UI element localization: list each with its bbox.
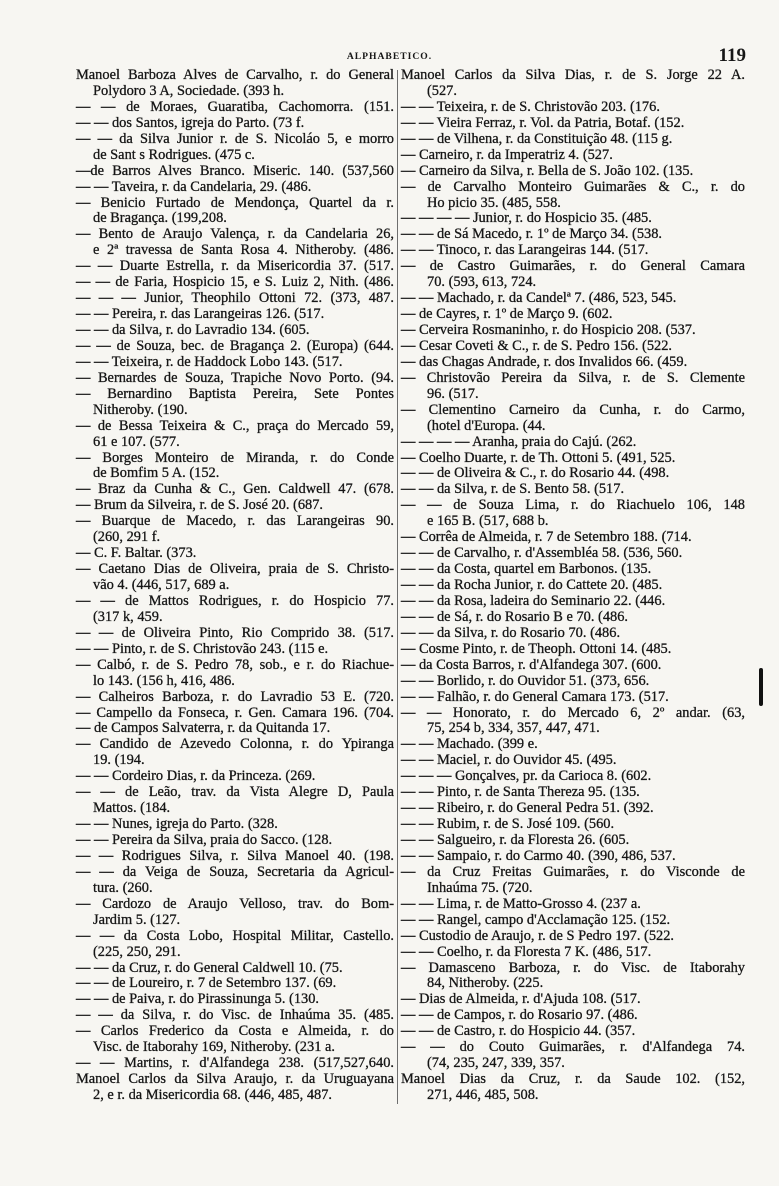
directory-entry <box>76 116 394 132</box>
entry-continuation-line: (225, 250, 291. <box>93 943 181 960</box>
directory-entry <box>401 243 745 259</box>
entry-line: —de Barros Alves Branco. Miseric. 140. (537,560 <box>76 162 394 179</box>
directory-entry <box>76 992 394 1008</box>
directory-entry <box>76 897 394 929</box>
entry-line: — da Costa Barros, r. d'Alfandega 307. (600. <box>401 656 662 673</box>
directory-entry <box>401 1024 745 1040</box>
directory-entry <box>401 594 745 610</box>
directory-entry <box>76 706 394 722</box>
directory-entry <box>401 753 745 769</box>
entry-line: — — Coelho, r. da Floresta 7 K. (486, 517. <box>401 943 652 960</box>
entry-line: — Campello da Fonseca, r. Gen. Camara 196. (704. <box>76 704 394 721</box>
entry-line: — — Pereira da Silva, praia do Sacco. (128. <box>76 832 333 848</box>
directory-entry <box>401 658 745 674</box>
entry-continuation-line: (74, 235, 247, 339, 357. <box>427 1055 565 1072</box>
entry-line: — de Bessa Teixeira & C., praça do Mercado 59, <box>76 417 394 434</box>
entry-continuation-line: 271, 446, 485, 508. <box>427 1087 539 1103</box>
entry-line: — — da Silva Junior r. de S. Nicoláo 5, e morro <box>76 130 394 147</box>
directory-entry <box>401 642 745 658</box>
entry-continuation-line: Visc. de Itaborahy 169, Nitheroby. (231 a. <box>93 1039 335 1056</box>
directory-entry <box>401 1072 745 1104</box>
entry-line: — — de Souza, bec. de Bragança 2. (Europa) (644. <box>76 337 394 354</box>
directory-entry <box>401 211 745 227</box>
directory-entry <box>401 865 745 897</box>
directory-entry <box>401 451 745 467</box>
directory-entry <box>401 180 745 212</box>
entry-continuation-line: vão 4. (446, 517, 689 a. <box>93 577 230 593</box>
directory-entry <box>76 514 394 546</box>
entry-line: — — do Couto Guimarães, r. d'Alfandega 74. <box>401 1039 745 1056</box>
entry-line: — — de Souza Lima, r. do Riachuelo 106, 148 <box>401 497 745 514</box>
entry-line: — — — — Aranha, praia do Cajú. (262. <box>401 433 637 450</box>
directory-entry <box>401 100 745 116</box>
entry-continuation-line: de Sant s Rodrigues. (475 c. <box>93 146 255 163</box>
column-divider <box>397 70 398 1104</box>
entry-continuation-line: (527. <box>427 82 457 99</box>
entry-line: — — de Mattos Rodrigues, r. do Hospicio 77. <box>76 592 394 609</box>
entry-line: — — Tinoco, r. das Larangeiras 144. (517. <box>401 242 649 259</box>
entry-line: — — da Silva, r. do Rosario 70. (486. <box>401 624 621 641</box>
entry-continuation-line: 61 e 107. (577. <box>93 433 180 450</box>
entry-line: — Cesar Coveti & C., r. de S. Pedro 156. (522. <box>401 337 673 354</box>
entry-line: — — da Veiga de Souza, Secretaria da Agricul- <box>76 863 394 880</box>
directory-entry <box>76 451 394 483</box>
entry-continuation-line: 75, 254 b, 334, 357, 447, 471. <box>427 720 600 737</box>
entry-continuation-line: (260, 291 f. <box>93 529 161 546</box>
directory-entry <box>76 68 394 100</box>
directory-entry <box>401 801 745 817</box>
directory-entry <box>401 833 745 849</box>
entry-continuation-line: lo 143. (156 h, 416, 486. <box>93 672 235 689</box>
running-title: ALPHABETICO. <box>346 51 433 62</box>
entry-line: — — Pereira, r. das Larangeiras 126. (517. <box>76 306 325 323</box>
directory-entry <box>401 992 745 1008</box>
directory-entry <box>76 180 394 196</box>
entry-line: — Benicio Furtado de Mendonça, Quartel da r. <box>76 194 394 211</box>
directory-entry <box>401 562 745 578</box>
entry-line: — Cosme Pinto, r. de Theoph. Ottoni 14. (485. <box>401 640 672 657</box>
entry-line: — — de Oliveira & C., r. do Rosario 44. (498. <box>401 465 670 482</box>
entry-line: — — da Silva, r. do Visc. de Inhaúma 35. (485. <box>76 1007 394 1024</box>
entry-line: — Brum da Silveira, r. de S. José 20. (687. <box>76 497 324 514</box>
directory-entry <box>401 227 745 243</box>
entry-line: — Custodio de Araujo, r. de S Pedro 197. (522. <box>401 927 675 944</box>
directory-entry <box>76 164 394 180</box>
directory-entry <box>401 1040 745 1072</box>
directory-entry <box>76 737 394 769</box>
directory-entry <box>401 690 745 706</box>
entry-line: — — de Sá, r. do Rosario B e 70. (486. <box>401 608 629 625</box>
directory-entry <box>76 307 394 323</box>
entry-line: — Coelho Duarte, r. de Th. Ottoni 5. (491, 525. <box>401 449 676 466</box>
directory-entry <box>401 371 745 403</box>
directory-entry <box>401 259 745 291</box>
entry-line: — — Borlido, r. do Ouvidor 51. (373, 656. <box>401 672 650 689</box>
entry-continuation-line: 2, e r. da Misericordia 68. (446, 485, 487. <box>93 1087 332 1103</box>
entry-line: — — Pinto, r. de Santa Thereza 95. (135. <box>401 784 640 801</box>
directory-entry <box>401 116 745 132</box>
entry-line: — Calheiros Barboza, r. do Lavradio 53 E. (720. <box>76 688 394 705</box>
entry-continuation-line: tura. (260. <box>93 879 153 896</box>
entry-line: — — Rangel, campo d'Acclamação 125. (152. <box>401 911 671 928</box>
entry-line: — — de Sá Macedo, r. 1º de Março 34. (538. <box>401 226 663 243</box>
directory-entry <box>76 1072 394 1104</box>
entry-continuation-line: Inhaúma 75. (720. <box>427 879 533 896</box>
entry-line: — Corrêa de Almeida, r. 7 de Setembro 188. (714. <box>401 529 692 546</box>
directory-entry <box>401 769 745 785</box>
directory-entry <box>401 961 745 993</box>
entry-continuation-line: (317 k, 459. <box>93 608 163 625</box>
directory-entry <box>76 642 394 658</box>
directory-entry <box>401 68 745 100</box>
entry-line: — — Martins, r. d'Alfandega 238. (517,527,640. <box>76 1055 394 1072</box>
entry-line: — — de Faria, Hospicio 15, e S. Luiz 2, Nith. (486. <box>76 274 394 291</box>
directory-entry <box>401 626 745 642</box>
directory-entry <box>401 498 745 530</box>
entry-line: — Dias de Almeida, r. d'Ajuda 108. (517. <box>401 991 641 1008</box>
directory-entry <box>401 785 745 801</box>
entry-line: — — de Castro, r. do Hospicio 44. (357. <box>401 1023 636 1040</box>
entry-line: — — Rodrigues Silva, r. Silva Manoel 40. (198. <box>76 847 394 864</box>
entry-line: — — de Moraes, Guaratiba, Cachomorra. (151. <box>76 98 394 115</box>
directory-entry <box>401 897 745 913</box>
directory-entry <box>76 833 394 849</box>
directory-entry <box>76 626 394 642</box>
entry-line: — — de Paiva, r. do Pirassinunga 5. (130. <box>76 991 320 1008</box>
directory-entry <box>401 578 745 594</box>
entry-line: — — Salgueiro, r. da Floresta 26. (605. <box>401 832 630 848</box>
entry-continuation-line: Polydoro 3 A, Sociedade. (393 h. <box>93 82 285 99</box>
entry-continuation-line: 96. (517. <box>427 385 479 402</box>
entry-line: — — Machado, r. da Candelª 7. (486, 523, 545. <box>401 290 677 307</box>
entry-line: — Braz da Cunha & C., Gen. Caldwell 47. (678. <box>76 481 394 498</box>
entry-line: — — de Campos, r. do Rosario 97. (486. <box>401 1007 638 1024</box>
directory-entry <box>401 403 745 435</box>
directory-entry <box>401 546 745 562</box>
directory-entry <box>76 690 394 706</box>
entry-line: — — de Loureiro, r. 7 de Setembro 137. (69. <box>76 975 337 992</box>
entry-line: — — Maciel, r. do Ouvidor 45. (495. <box>401 752 617 769</box>
entry-line: — — Cordeiro Dias, r. da Princeza. (269. <box>76 768 316 785</box>
entry-line: — — Honorato, r. do Mercado 6, 2º andar. (63, <box>401 704 745 721</box>
entry-line: — Buarque de Macedo, r. das Larangeiras 90. <box>76 513 394 530</box>
entry-line: — Carlos Frederico da Costa e Almeida, r. do <box>76 1023 394 1040</box>
directory-entry <box>401 1008 745 1024</box>
page-number: 119 <box>718 45 746 66</box>
entry-line: — — — Junior, Theophilo Ottoni 72. (373, 487. <box>76 290 394 307</box>
entry-line: — Bernardino Baptista Pereira, Sete Pontes <box>76 385 394 402</box>
directory-entry <box>76 849 394 865</box>
directory-entry <box>401 164 745 180</box>
entry-line: — Damasceno Barboza, r. do Visc. de Itaborahy <box>401 959 745 976</box>
entry-continuation-line: Nitheroby. (190. <box>93 401 188 418</box>
entry-line: Manoel Barboza Alves de Carvalho, r. do General <box>76 67 394 83</box>
entry-line: — — da Cruz, r. do General Caldwell 10. (75. <box>76 959 343 976</box>
directory-entry <box>76 594 394 626</box>
directory-entry <box>401 817 745 833</box>
entry-line: — Cerveira Rosmaninho, r. do Hospicio 208. (537. <box>401 322 696 338</box>
directory-entry <box>76 291 394 307</box>
entry-line: — Bernardes de Souza, Trapiche Novo Porto. (94. <box>76 369 394 386</box>
directory-entry <box>76 785 394 817</box>
entry-line: — — Taveira, r. da Candelaria, 29. (486. <box>76 178 312 195</box>
entry-line: — — Duarte Estrella, r. da Misericordia 37. (517. <box>76 258 394 275</box>
directory-entry <box>401 929 745 945</box>
entry-line: — Borges Monteiro de Miranda, r. do Conde <box>76 449 394 466</box>
entry-line: — — Pinto, r. de S. Christovão 243. (115 e. <box>76 640 329 657</box>
directory-entry <box>401 148 745 164</box>
entry-line: — — da Rocha Junior, r. do Cattete 20. (485. <box>401 577 663 593</box>
entry-line: — — da Silva, r. de S. Bento 58. (517. <box>401 481 625 498</box>
directory-entry <box>76 259 394 275</box>
entry-line: — — Rubim, r. de S. José 109. (560. <box>401 816 615 833</box>
directory-entry <box>76 132 394 164</box>
directory-entry <box>76 721 394 737</box>
entry-line: — — Falhão, r. do General Camara 173. (517. <box>401 688 669 705</box>
directory-entry <box>76 498 394 514</box>
entry-line: — — da Costa, quartel em Barbonos. (135. <box>401 561 652 578</box>
directory-entry <box>401 307 745 323</box>
directory-entry <box>401 435 745 451</box>
directory-entry <box>76 658 394 690</box>
entry-line: — — de Vilhena, r. da Constituição 48. (115 g. <box>401 130 673 147</box>
entry-line: Manoel Dias da Cruz, r. da Saude 102. (152, <box>401 1071 745 1088</box>
directory-entry <box>401 913 745 929</box>
directory-entry <box>76 387 394 419</box>
directory-entry <box>76 817 394 833</box>
entry-continuation-line: 70. (593, 613, 724. <box>427 274 537 291</box>
directory-entry <box>76 227 394 259</box>
directory-entry <box>76 339 394 355</box>
entry-line: — Bento de Araujo Valença, r. da Candelaria 26, <box>76 226 394 243</box>
entry-continuation-line: de Bragança. (199,208. <box>93 210 227 227</box>
entry-line: — — — — Junior, r. do Hospicio 35. (485. <box>401 210 652 227</box>
entry-line: — de Carvalho Monteiro Guimarães & C., r. do <box>401 178 745 195</box>
entry-line: — Carneiro da Silva, r. Bella de S. João 102. (135. <box>401 162 694 179</box>
directory-entry <box>76 865 394 897</box>
entry-line: — — Vieira Ferraz, r. Vol. da Patria, Botaf. (152. <box>401 114 685 131</box>
entry-line: — de Cayres, r. 1º de Março 9. (602. <box>401 306 613 323</box>
entry-line: — — de Carvalho, r. d'Assembléa 58. (536, 560. <box>401 545 683 562</box>
directory-entry <box>76 196 394 228</box>
entry-line: — Candido de Azevedo Colonna, r. do Ypiranga <box>76 736 394 753</box>
entry-line: — das Chagas Andrade, r. dos Invalidos 66. (459. <box>401 353 688 370</box>
entry-line: — de Campos Salvaterra, r. da Quitanda 17. <box>76 720 331 737</box>
directory-entry <box>76 1008 394 1024</box>
directory-entry <box>76 100 394 116</box>
scan-artifact-mark <box>759 668 763 706</box>
directory-entry <box>76 1024 394 1056</box>
entry-line: — — de Oliveira Pinto, Rio Comprido 38. (517. <box>76 624 394 641</box>
entry-line: — — Teixeira, r. de S. Christovão 203. (176. <box>401 98 660 115</box>
entry-line: — da Cruz Freitas Guimarães, r. do Visconde de <box>401 863 745 880</box>
entry-line: — — Ribeiro, r. do General Pedra 51. (392. <box>401 800 654 817</box>
directory-entry <box>401 737 745 753</box>
directory-entry <box>401 674 745 690</box>
directory-entry <box>401 291 745 307</box>
directory-entry <box>401 355 745 371</box>
directory-entry <box>76 275 394 291</box>
entry-line: — Christovão Pereira da Silva, r. de S. Clemente <box>401 369 745 386</box>
entry-line: Manoel Carlos da Silva Araujo, r. da Uruguayana <box>76 1071 394 1088</box>
directory-entry <box>401 323 745 339</box>
entry-line: — — de Leão, trav. da Vista Alegre D, Paula <box>76 784 394 801</box>
directory-entry <box>401 339 745 355</box>
right-column <box>401 68 745 1104</box>
directory-entry <box>76 929 394 961</box>
directory-entry <box>76 371 394 387</box>
entry-line: — de Castro Guimarães, r. do General Camara <box>401 258 745 275</box>
entry-continuation-line: de Bomfim 5 A. (152. <box>93 465 220 482</box>
entry-continuation-line: Ho picio 35. (485, 558. <box>427 194 561 211</box>
entry-line: — Carneiro, r. da Imperatriz 4. (527. <box>401 146 613 163</box>
entry-line: — — — Gonçalves, pr. da Carioca 8. (602. <box>401 768 652 785</box>
directory-entry <box>76 419 394 451</box>
entry-line: — — Nunes, igreja do Parto. (328. <box>76 816 278 833</box>
entry-line: — Clementino Carneiro da Cunha, r. do Carmo, <box>401 401 745 418</box>
entry-line: — Cardozo de Araujo Velloso, trav. do Bom- <box>76 895 394 912</box>
directory-entry <box>401 945 745 961</box>
directory-entry <box>76 562 394 594</box>
directory-entry <box>76 961 394 977</box>
directory-entry <box>401 482 745 498</box>
directory-entry <box>76 976 394 992</box>
entry-line: — — da Silva, r. do Lavradio 134. (605. <box>76 322 310 338</box>
entry-line: — — da Rosa, ladeira do Seminario 22. (446. <box>401 592 666 609</box>
entry-line: — — Teixeira, r. de Haddock Lobo 143. (517. <box>76 353 343 370</box>
directory-entry <box>401 610 745 626</box>
directory-entry <box>401 849 745 865</box>
left-column <box>76 68 394 1104</box>
entry-continuation-line: e 165 B. (517, 688 b. <box>427 513 549 530</box>
entry-continuation-line: 84, Nitheroby. (225. <box>427 975 544 992</box>
directory-entry <box>76 355 394 371</box>
entry-continuation-line: e 2ª travessa de Santa Rosa 4. Nitheroby. (486. <box>93 242 394 259</box>
entry-line: — Caetano Dias de Oliveira, praia de S. Christo- <box>76 561 394 578</box>
directory-entry <box>401 132 745 148</box>
directory-entry <box>401 530 745 546</box>
directory-entry <box>76 323 394 339</box>
entry-continuation-line: 19. (194. <box>93 752 145 769</box>
entry-continuation-line: Jardim 5. (127. <box>93 911 181 928</box>
directory-entry <box>401 706 745 738</box>
entry-line: — — Lima, r. de Matto-Grosso 4. (237 a. <box>401 895 641 912</box>
directory-entry <box>76 482 394 498</box>
directory-entry <box>76 769 394 785</box>
entry-line: Manoel Carlos da Silva Dias, r. de S. Jorge 22 A. <box>401 67 745 83</box>
entry-line: — Calbó, r. de S. Pedro 78, sob., e r. do Riachue- <box>76 656 394 673</box>
directory-entry <box>401 466 745 482</box>
entry-line: — — Machado. (399 e. <box>401 736 538 753</box>
entry-line: — C. F. Baltar. (373. <box>76 545 197 562</box>
entry-continuation-line: (hotel d'Europa. (44. <box>427 417 546 434</box>
directory-entry <box>76 546 394 562</box>
entry-continuation-line: Mattos. (184. <box>93 800 171 817</box>
entry-line: — — dos Santos, igreja do Parto. (73 f. <box>76 114 305 131</box>
entry-line: — — Sampaio, r. do Carmo 40. (390, 486, 537. <box>401 847 676 864</box>
directory-entry <box>76 1056 394 1072</box>
entry-line: — — da Costa Lobo, Hospital Militar, Castello. <box>76 927 394 944</box>
